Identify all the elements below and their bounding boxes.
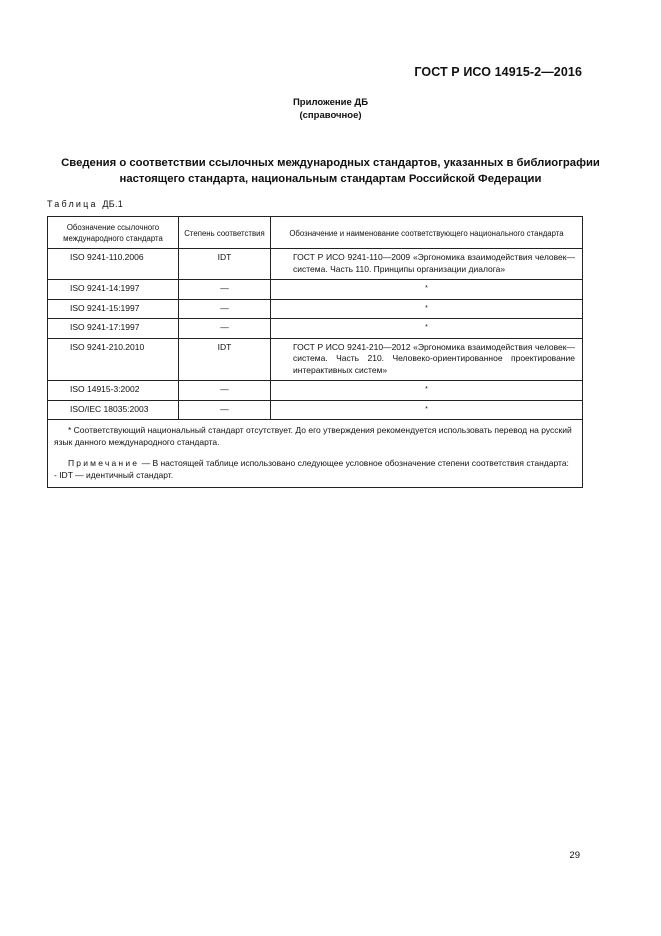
- table-header-row: [48, 217, 583, 249]
- cell-national: *: [271, 319, 583, 339]
- table-note: [54, 458, 576, 470]
- cell-degree: —: [179, 280, 271, 300]
- table-row: [48, 400, 583, 420]
- correspondence-table: [47, 216, 583, 488]
- section-heading-line-2: настоящего стандарта, национальным стандартам Российской Федерации: [119, 173, 542, 185]
- footnote-text: * Соответствующий национальный стандарт отсутствует. До его утверждения рекомендуется использовать перевод на русский язык данного международного стандарта.: [54, 425, 572, 447]
- cell-reference: ISO 9241-210.2010: [48, 338, 179, 381]
- page-number: 29: [569, 850, 580, 861]
- column-header-degree: Степень соответствия: [179, 217, 271, 249]
- note-label: Примечание: [68, 458, 140, 468]
- cell-degree: —: [179, 299, 271, 319]
- cell-national: *: [271, 400, 583, 420]
- table-label: [47, 199, 123, 209]
- cell-reference: ISO 9241-15:1997: [48, 299, 179, 319]
- note-text: — В настоящей таблице использовано следующее условное обозначение степени соответствия стандарта:: [141, 458, 569, 468]
- appendix-heading: [0, 96, 661, 122]
- cell-degree: —: [179, 319, 271, 339]
- table-row: [48, 319, 583, 339]
- appendix-subtitle: (справочное): [299, 110, 362, 121]
- cell-reference: ISO/IEC 18035:2003: [48, 400, 179, 420]
- cell-national: ГОСТ Р ИСО 9241-110—2009 «Эргономика взаимодействия человек—система. Часть 110. Принципы организации диалога»: [271, 249, 583, 280]
- cell-reference: ISO 14915-3:2002: [48, 381, 179, 401]
- cell-degree: IDT: [179, 338, 271, 381]
- column-header-reference: Обозначение ссылочного международного стандарта: [48, 217, 179, 249]
- section-heading: [40, 155, 621, 187]
- table-label-number: ДБ.1: [102, 199, 124, 209]
- cell-degree: —: [179, 381, 271, 401]
- table-label-word: Таблица: [47, 199, 98, 209]
- correspondence-table-wrap: [47, 216, 582, 488]
- cell-reference: ISO 9241-17:1997: [48, 319, 179, 339]
- cell-reference: ISO 9241-110.2006: [48, 249, 179, 280]
- table-row: [48, 381, 583, 401]
- note-list-item: - IDT — идентичный стандарт.: [54, 469, 174, 480]
- cell-national: *: [271, 381, 583, 401]
- table-row: [48, 280, 583, 300]
- document-code: ГОСТ Р ИСО 14915-2—2016: [414, 65, 582, 79]
- column-header-national: Обозначение и наименование соответствующего национального стандарта: [271, 217, 583, 249]
- appendix-title: Приложение ДБ: [292, 97, 369, 108]
- table-row: [48, 338, 583, 381]
- table-footnote-cell: [48, 420, 583, 488]
- table-row: [48, 249, 583, 280]
- cell-reference: ISO 9241-14:1997: [48, 280, 179, 300]
- cell-degree: IDT: [179, 249, 271, 280]
- cell-national: *: [271, 299, 583, 319]
- table-footnote-row: [48, 420, 583, 488]
- cell-national: *: [271, 280, 583, 300]
- section-heading-line-1: Сведения о соответствии ссылочных международных стандартов, указанных в библиографии: [61, 157, 600, 169]
- cell-national: ГОСТ Р ИСО 9241-210—2012 «Эргономика взаимодействия человек—система. Часть 210. Человеко-ориентированное проектирование интерактивных систем»: [271, 338, 583, 381]
- table-row: [48, 299, 583, 319]
- cell-degree: —: [179, 400, 271, 420]
